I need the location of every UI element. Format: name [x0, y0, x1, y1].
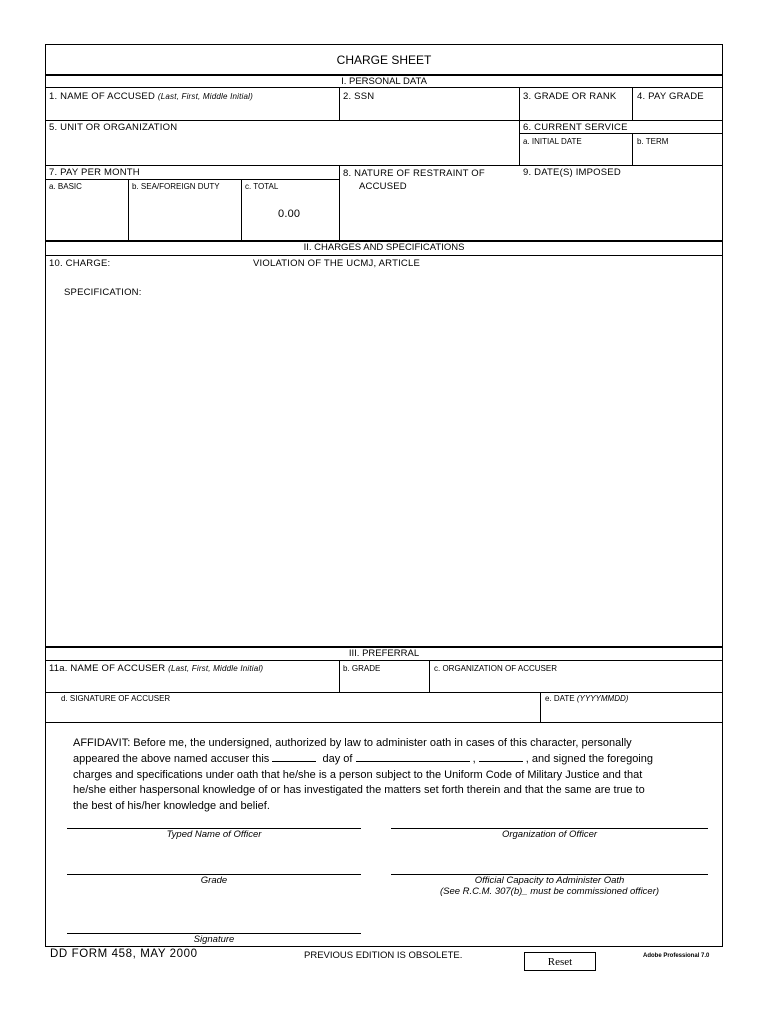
section-charges: II. CHARGES AND SPECIFICATIONS [303, 242, 465, 253]
pay-grade-field[interactable] [633, 102, 722, 119]
organization-of-accuser-field[interactable] [430, 675, 722, 691]
obsolete-notice: PREVIOUS EDITION IS OBSOLETE. [304, 950, 463, 961]
current-service-label: 6. CURRENT SERVICE [523, 122, 628, 133]
grade-or-rank-field[interactable] [520, 102, 631, 119]
reset-button[interactable]: Reset [524, 952, 596, 971]
pay-per-month-label: 7. PAY PER MONTH [49, 167, 140, 178]
ssn-label: 2. SSN [343, 91, 375, 102]
producer-note: Adobe Professional 7.0 [643, 953, 710, 959]
term-field[interactable] [633, 148, 722, 164]
accuser-grade-label: b. GRADE [343, 664, 381, 673]
official-capacity-label: Official Capacity to Administer Oath [474, 875, 625, 886]
accuser-grade-field[interactable] [340, 675, 428, 691]
basic-pay-field[interactable] [46, 193, 127, 240]
form-title: CHARGE SHEET [336, 53, 432, 67]
affidavit-month-field[interactable] [356, 751, 470, 762]
unit-or-organization-field[interactable] [46, 134, 518, 164]
rcm-note: (See R.C.M. 307(b)_ must be commissioned officer) [439, 886, 660, 897]
grade-label: Grade [200, 875, 228, 886]
accuser-date-field[interactable] [541, 705, 722, 721]
affidavit-text: AFFIDAVIT: Before me, the undersigned, authorized by law to administer oath in cases of this character, personally appeared the above named accuser this day of , , and signed the foregoing charges and specifications under oath that he/she is a person subject to the Uniform Code of Military Justice and that he/she either haspersonal knowledge of or has investigated the matters set forth therein and that the same are true to the best of his/her knowledge and belief. [73, 737, 653, 812]
officer-signature-label: Signature [193, 934, 235, 945]
unit-or-organization-label: 5. UNIT OR ORGANIZATION [49, 122, 178, 133]
organization-of-officer-label: Organization of Officer [501, 829, 598, 840]
nature-of-restraint-label: 8. NATURE OF RESTRAINT OF ACCUSED [343, 168, 485, 192]
initial-date-label: a. INITIAL DATE [523, 137, 582, 146]
signature-of-accuser-label: d. SIGNATURE OF ACCUSER [61, 694, 171, 703]
name-of-accuser-field[interactable] [46, 675, 338, 691]
sea-foreign-duty-field[interactable] [129, 193, 240, 240]
accuser-date-label: e. DATE (YYYYMMDD) [545, 694, 629, 703]
sea-foreign-duty-label: b. SEA/FOREIGN DUTY [132, 182, 220, 191]
total-label: c. TOTAL [245, 182, 279, 191]
typed-name-label: Typed Name of Officer [166, 829, 262, 840]
charge-label: 10. CHARGE: [49, 258, 111, 269]
term-label: b. TERM [637, 137, 669, 146]
charge-specification-field[interactable] [46, 300, 722, 645]
affidavit-day-field[interactable] [272, 751, 316, 762]
section-preferral: III. PREFERRAL [348, 648, 420, 659]
violation-label: VIOLATION OF THE UCMJ, ARTICLE [253, 258, 420, 269]
dates-imposed-field[interactable] [520, 180, 722, 240]
initial-date-field[interactable] [520, 148, 631, 164]
section-personal-data: I. PERSONAL DATA [341, 76, 427, 87]
dates-imposed-label: 9. DATE(S) IMPOSED [523, 167, 621, 178]
name-of-accuser-label: 11a. NAME OF ACCUSER (Last, First, Middle Initial) [49, 663, 264, 674]
basic-label: a. BASIC [49, 182, 82, 191]
signature-of-accuser-field[interactable] [46, 705, 539, 721]
organization-of-accuser-label: c. ORGANIZATION OF ACCUSER [434, 664, 557, 673]
name-of-accused-label: 1. NAME OF ACCUSED (Last, First, Middle Initial) [49, 91, 254, 102]
affidavit-year-field[interactable] [479, 751, 523, 762]
total-value[interactable]: 0.00 [278, 208, 301, 220]
pay-grade-label: 4. PAY GRADE [637, 91, 704, 102]
name-of-accused-field[interactable] [46, 102, 338, 119]
form-id: DD FORM 458, MAY 2000 [50, 948, 198, 960]
grade-or-rank-label: 3. GRADE OR RANK [523, 91, 617, 102]
specification-label: SPECIFICATION: [64, 287, 142, 298]
nature-of-restraint-field[interactable] [340, 195, 518, 240]
ssn-field[interactable] [340, 102, 518, 119]
